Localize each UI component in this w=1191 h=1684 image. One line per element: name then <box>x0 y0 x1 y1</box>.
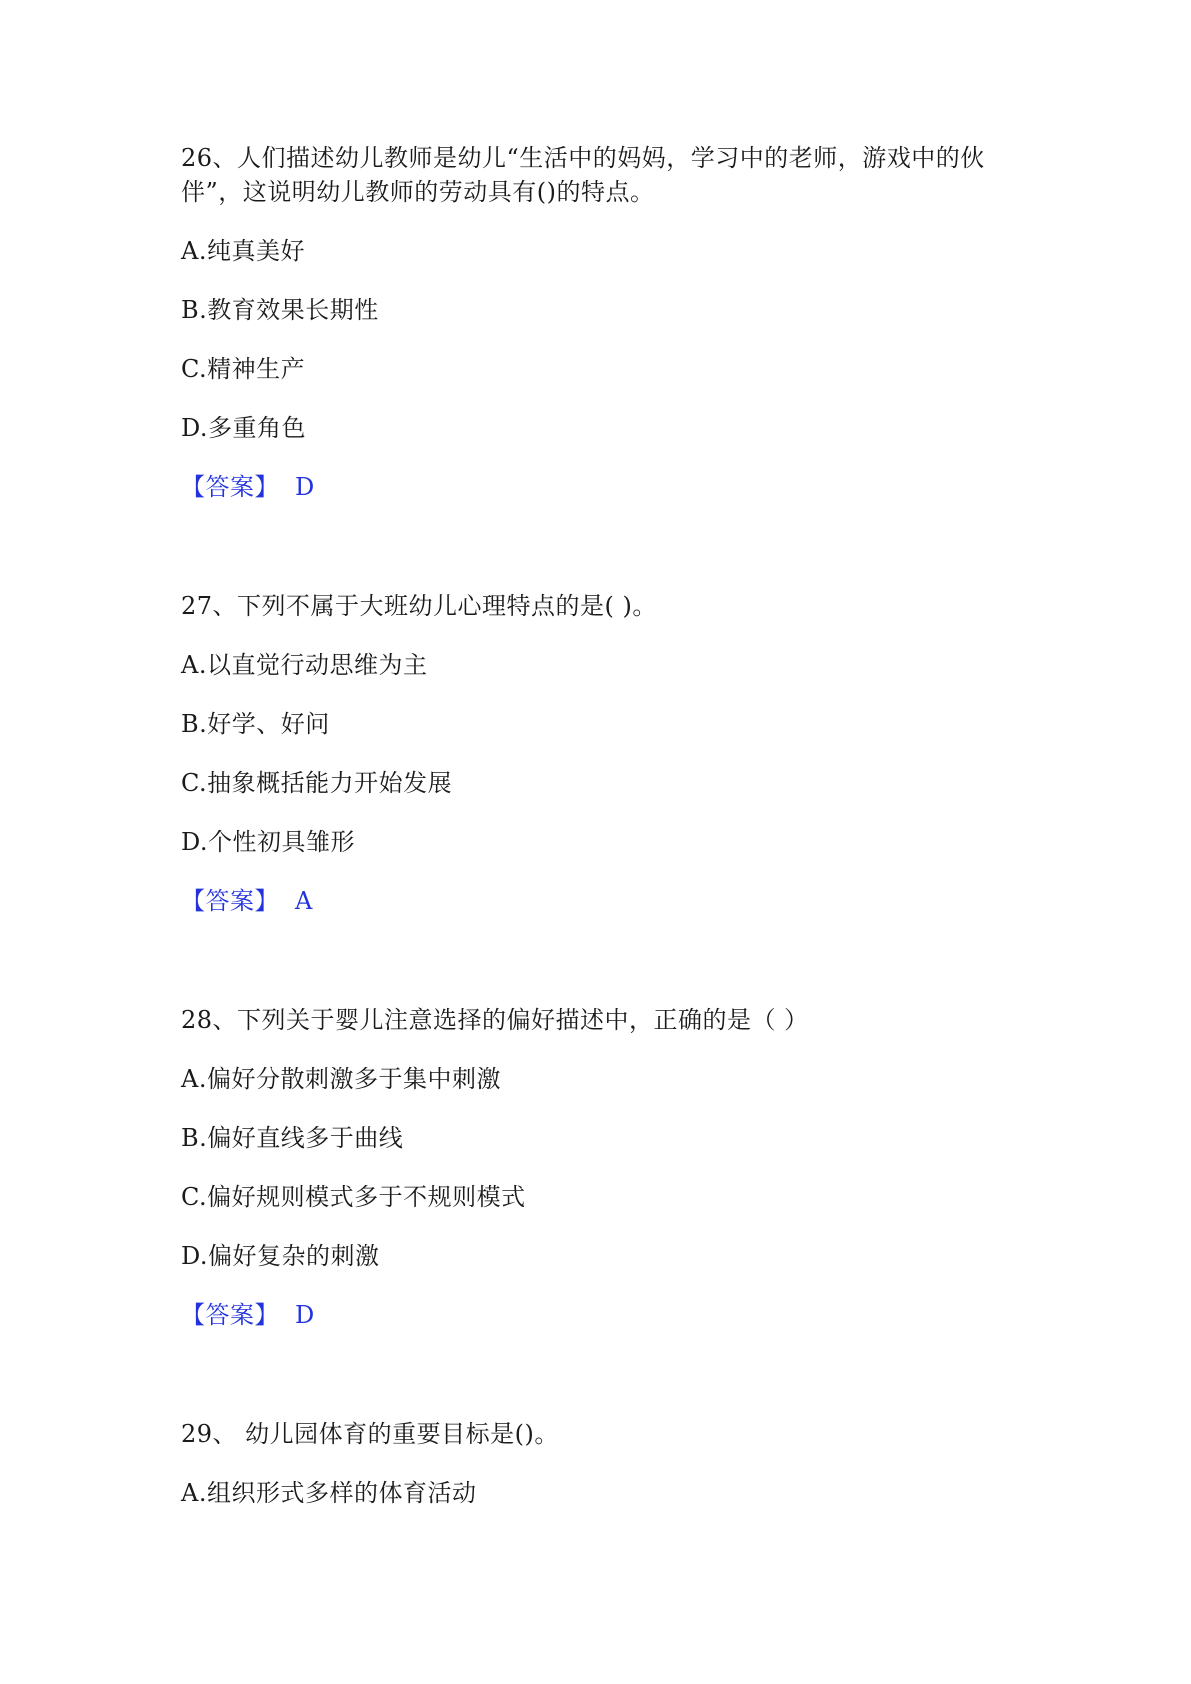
question-28-option-a: A.偏好分散刺激多于集中刺激 <box>181 1065 501 1093</box>
question-29-option-a: A.组织形式多样的体育活动 <box>181 1479 477 1507</box>
answer-label: 【答案】 <box>181 473 279 501</box>
answer-value: D <box>295 1301 315 1329</box>
question-28-option-d: D.偏好复杂的刺激 <box>181 1242 380 1270</box>
question-27-option-c: C.抽象概括能力开始发展 <box>181 769 453 797</box>
question-26-option-b: B.教育效果长期性 <box>181 296 379 324</box>
question-26-answer <box>181 471 315 503</box>
answer-label: 【答案】 <box>181 1301 279 1329</box>
question-27-option-a: A.以直觉行动思维为主 <box>181 651 428 679</box>
question-27-stem-line-1: 27、下列不属于大班幼儿心理特点的是( )。 <box>181 592 657 620</box>
answer-label: 【答案】 <box>181 887 279 915</box>
answer-value: A <box>295 887 313 915</box>
question-26-stem-line-2: 伴”，这说明幼儿教师的劳动具有()的特点。 <box>181 178 655 206</box>
question-28-option-c: C.偏好规则模式多于不规则模式 <box>181 1183 526 1211</box>
question-26-option-a: A.纯真美好 <box>181 237 305 265</box>
question-27-option-d: D.个性初具雏形 <box>181 828 356 856</box>
question-27-answer <box>181 885 313 917</box>
answer-value: D <box>295 473 315 501</box>
question-26-stem-line-1: 26、人们描述幼儿教师是幼儿“生活中的妈妈，学习中的老师，游戏中的伙 <box>181 144 985 172</box>
question-28-stem-line-1: 28、下列关于婴儿注意选择的偏好描述中，正确的是（ ） <box>181 1006 809 1034</box>
question-26-option-d: D.多重角色 <box>181 414 307 442</box>
question-27-option-b: B.好学、好问 <box>181 710 330 738</box>
question-29-stem-line-1: 29、 幼儿园体育的重要目标是()。 <box>181 1420 559 1448</box>
question-28-answer <box>181 1299 315 1331</box>
question-26-option-c: C.精神生产 <box>181 355 306 383</box>
question-28-option-b: B.偏好直线多于曲线 <box>181 1124 404 1152</box>
